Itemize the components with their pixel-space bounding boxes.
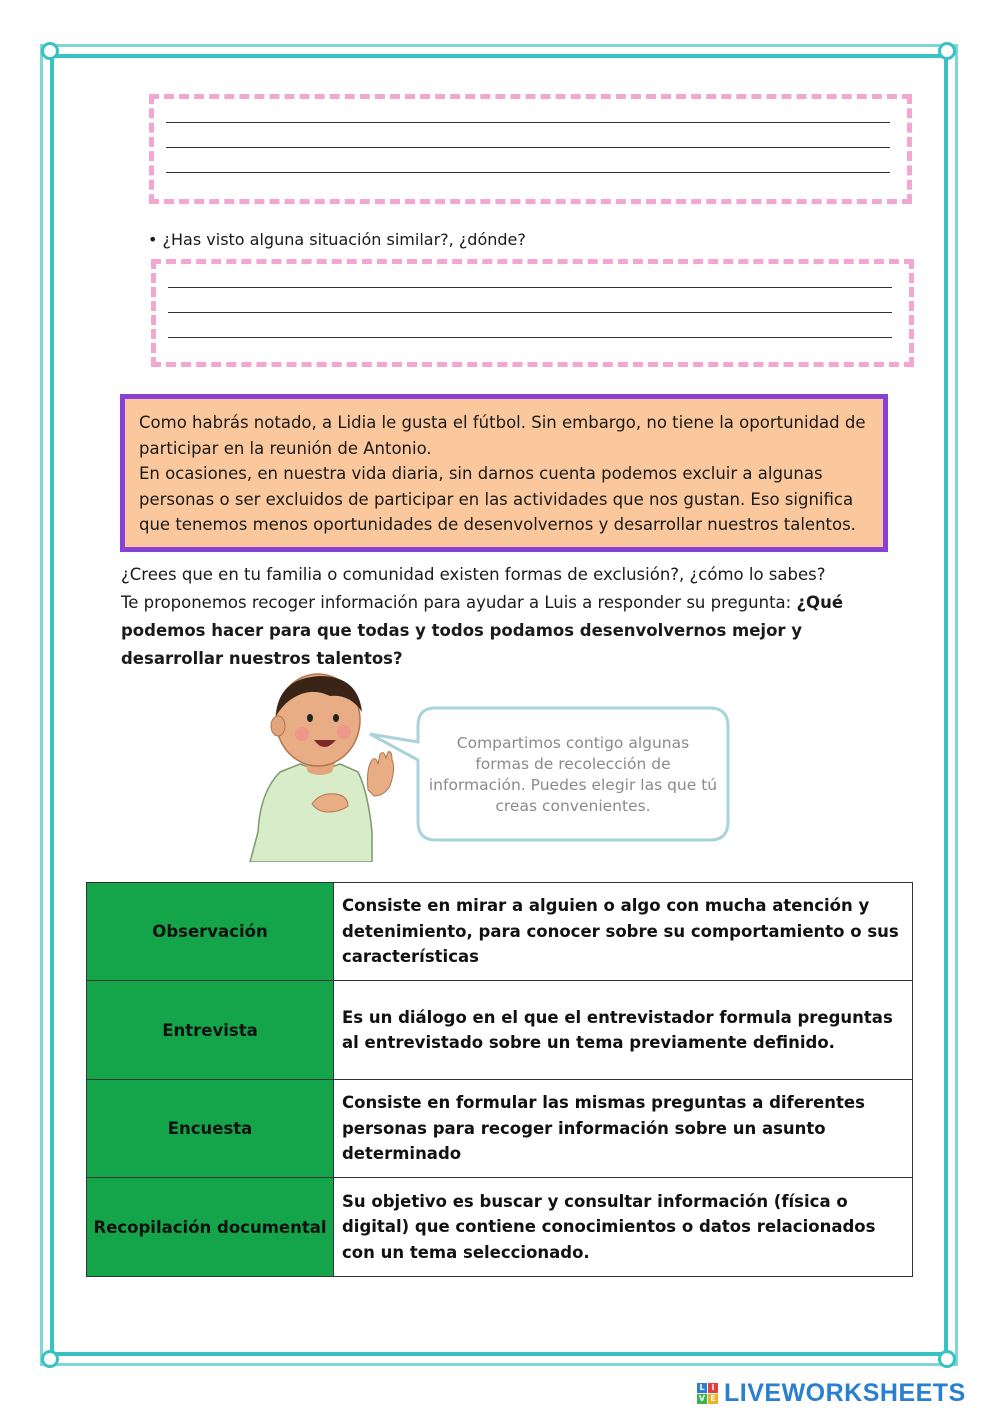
prompt-line-2-bold: ¿Qué podemos hacer para que todas y todos podamos desenvolvernos mejor y desarrollar nuestros talentos? bbox=[121, 593, 844, 668]
prompt-line-2 bbox=[121, 589, 891, 673]
answer-line[interactable] bbox=[166, 172, 890, 173]
logo-letter: E bbox=[708, 1394, 718, 1404]
method-definition: Consiste en formular las mismas preguntas a diferentes personas para recoger información sobre un asunto determinado bbox=[334, 1080, 913, 1178]
answer-line[interactable] bbox=[166, 122, 890, 123]
table-row bbox=[87, 883, 913, 981]
prompt-line-2-normal: Te proponemos recoger información para ayudar a Luis a responder su pregunta: bbox=[121, 593, 792, 612]
method-definition: Es un diálogo en el que el entrevistador formula preguntas al entrevistado sobre un tema previamente definido. bbox=[334, 981, 913, 1080]
method-term: Observación bbox=[87, 883, 334, 981]
method-term: Entrevista bbox=[87, 981, 334, 1080]
liveworksheets-wordmark: LIVEWORKSHEETS bbox=[724, 1378, 966, 1407]
method-term: Recopilación documental bbox=[87, 1178, 334, 1277]
frame-corner-ornament bbox=[41, 1350, 59, 1368]
boy-ear bbox=[271, 716, 285, 736]
boy-raised-hand bbox=[368, 752, 394, 796]
question-similar-situation: • ¿Has visto alguna situación similar?, ¿dónde? bbox=[148, 230, 526, 249]
logo-letter: V bbox=[698, 1393, 706, 1403]
info-paragraph-2: En ocasiones, en nuestra vida diaria, sin darnos cuenta podemos excluir a algunas personas o ser excluidos de participar en las actividades que nos gustan. Eso significa que tenemos menos oportunidades de desenvolvernos y desarrollar nuestros talentos. bbox=[139, 464, 856, 534]
table-row bbox=[87, 1080, 913, 1178]
prompt-line-1: ¿Crees que en tu familia o comunidad existen formas de exclusión?, ¿cómo lo sabes? bbox=[121, 565, 826, 584]
logo-letter: i bbox=[708, 1383, 718, 1393]
speech-bubble-text: Compartimos contigo algunas formas de recolección de información. Puedes elegir las que tú creas convenientes. bbox=[428, 734, 718, 815]
answer-line[interactable] bbox=[166, 147, 890, 148]
liveworksheets-logo-icon bbox=[697, 1383, 718, 1404]
info-paragraph-1: Como habrás notado, a Lidia le gusta el fútbol. Sin embargo, no tiene la oportunidad de participar en la reunión de Antonio. bbox=[139, 413, 866, 458]
method-definition: Consiste en mirar a alguien o algo con mucha atención y detenimiento, para conocer sobre su comportamiento o sus características bbox=[334, 883, 913, 981]
liveworksheets-brand bbox=[697, 1376, 966, 1410]
table-row bbox=[87, 981, 913, 1080]
method-definition: Su objetivo es buscar y consultar información (física o digital) que contiene conocimientos o datos relacionados con un tema seleccionado. bbox=[334, 1178, 913, 1277]
frame-corner-ornament bbox=[938, 42, 956, 60]
answer-box-2[interactable] bbox=[151, 259, 914, 367]
boy-shirt bbox=[250, 764, 372, 862]
boy-eye bbox=[307, 714, 313, 722]
frame-corner-ornament bbox=[938, 1350, 956, 1368]
logo-letter: L bbox=[697, 1383, 707, 1393]
boy-eye bbox=[333, 714, 339, 722]
boy-cheek bbox=[337, 725, 351, 739]
answer-line[interactable] bbox=[168, 287, 892, 288]
answer-line[interactable] bbox=[168, 337, 892, 338]
frame-corner-ornament bbox=[41, 42, 59, 60]
collection-methods-table bbox=[86, 882, 913, 1277]
info-box bbox=[120, 394, 888, 552]
method-term: Encuesta bbox=[87, 1080, 334, 1178]
answer-line[interactable] bbox=[168, 312, 892, 313]
table-row bbox=[87, 1178, 913, 1277]
boy-cheek bbox=[295, 727, 309, 741]
answer-box-1[interactable] bbox=[149, 94, 912, 204]
